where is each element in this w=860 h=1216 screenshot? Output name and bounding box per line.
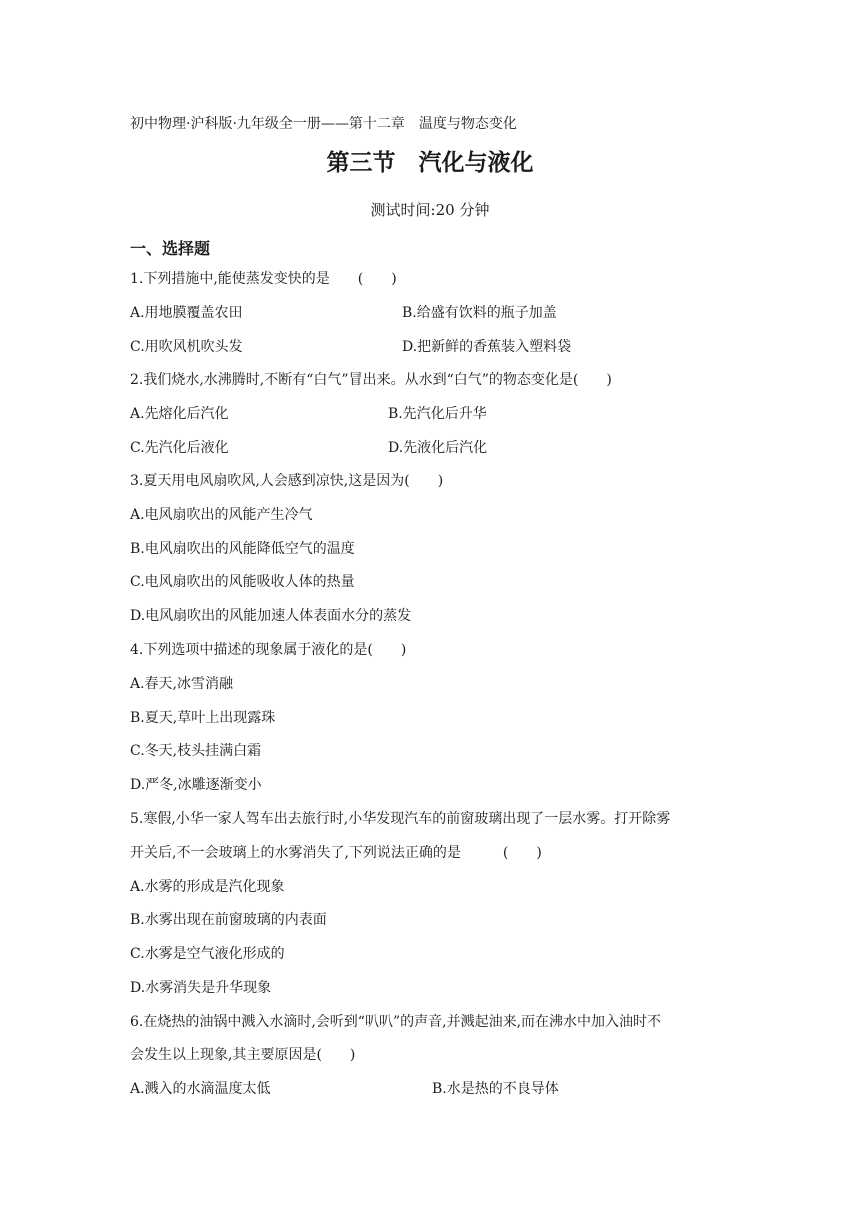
question-5-stem-line-1: 5.寒假,小华一家人驾车出去旅行时,小华发现汽车的前窗玻璃出现了一层水雾。打开除雾 (130, 811, 671, 827)
question-5-option-d: D.水雾消失是升华现象 (130, 980, 272, 996)
question-2-option-d: D.先液化后汽化 (388, 440, 488, 456)
question-3-stem: 3.夏天用电风扇吹风,人会感到凉快,这是因为( ) (130, 473, 444, 489)
test-time: 测试时间:20 分钟 (370, 201, 490, 219)
question-1-stem: 1.下列措施中,能使蒸发变快的是 ( ) (130, 271, 397, 287)
question-5-option-a: A.水雾的形成是汽化现象 (130, 879, 285, 895)
question-4-option-b: B.夏天,草叶上出现露珠 (130, 710, 276, 726)
question-4-stem: 4.下列选项中描述的现象属于液化的是( ) (130, 642, 407, 658)
question-4-option-c: C.冬天,枝头挂满白霜 (130, 743, 262, 759)
question-5-option-b: B.水雾出现在前窗玻璃的内表面 (130, 912, 327, 928)
question-6-option-a: A.溅入的水滴温度太低 (130, 1081, 271, 1097)
question-2-option-b: B.先汽化后升华 (388, 406, 487, 422)
question-2-option-c: C.先汽化后液化 (130, 440, 229, 456)
page-title: 第三节 汽化与液化 (326, 150, 534, 176)
question-4-option-a: A.春天,冰雪消融 (130, 676, 234, 692)
question-4-option-d: D.严冬,冰雕逐渐变小 (130, 777, 262, 793)
question-6-stem-line-1: 6.在烧热的油锅中溅入水滴时,会听到“叭叭”的声音,并溅起油来,而在沸水中加入油时不 (130, 1014, 662, 1030)
question-1-option-b: B.给盛有饮料的瓶子加盖 (402, 305, 557, 321)
question-5-stem-line-2: 开关后,不一会玻璃上的水雾消失了,下列说法正确的是 ( ) (130, 845, 542, 861)
question-6-stem-line-2: 会发生以上现象,其主要原因是( ) (130, 1047, 356, 1063)
section-heading: 一、选择题 (130, 239, 211, 258)
question-1-option-d: D.把新鲜的香蕉装入塑料袋 (402, 339, 572, 355)
question-3-option-d: D.电风扇吹出的风能加速人体表面水分的蒸发 (130, 608, 412, 624)
question-3-option-c: C.电风扇吹出的风能吸收人体的热量 (130, 574, 355, 590)
document-header: 初中物理·沪科版·九年级全一册——第十二章 温度与物态变化 (130, 116, 517, 132)
question-5-option-c: C.水雾是空气液化形成的 (130, 946, 285, 962)
question-1-option-a: A.用地膜覆盖农田 (130, 305, 243, 321)
question-6-option-b: B.水是热的不良导体 (432, 1081, 559, 1097)
question-2-option-a: A.先熔化后汽化 (130, 406, 229, 422)
question-3-option-b: B.电风扇吹出的风能降低空气的温度 (130, 541, 355, 557)
question-3-option-a: A.电风扇吹出的风能产生冷气 (130, 507, 313, 523)
question-2-stem: 2.我们烧水,水沸腾时,不断有“白气”冒出来。从水到“白气”的物态变化是( ) (130, 372, 612, 388)
question-1-option-c: C.用吹风机吹头发 (130, 339, 243, 355)
